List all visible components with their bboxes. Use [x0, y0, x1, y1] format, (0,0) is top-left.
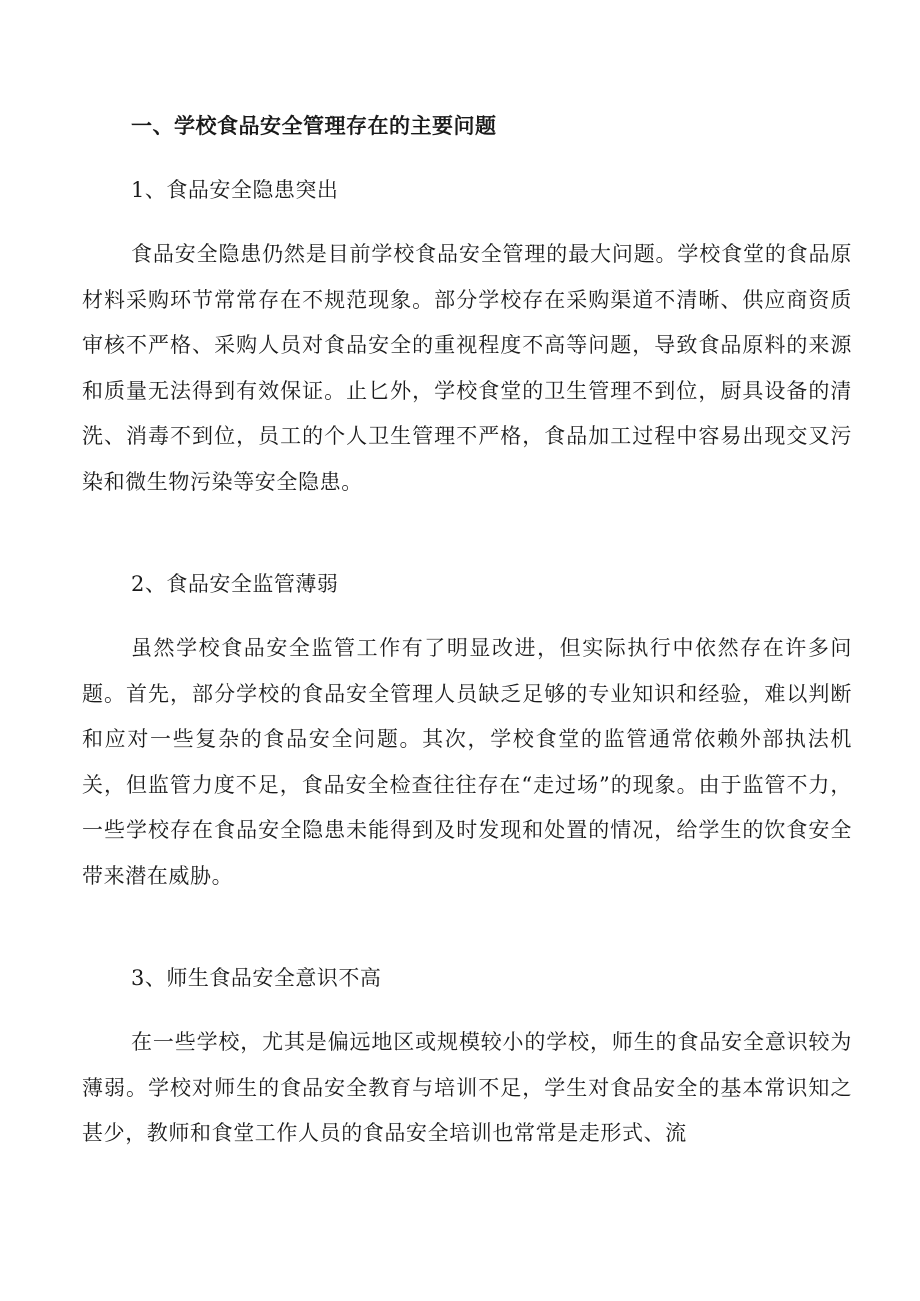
subsection-title-2: 2、食品安全监管薄弱 — [131, 572, 339, 596]
subsection-body-2: 虽然学校食品安全监管工作有了明显改进，但实际执行中依然存在许多问题。首先，部分学校的食品安全管理人员缺乏足够的专业知识和经验，难以判断和应对一些复杂的食品安全问题。其次，学校食堂的监管通常依赖外部执法机关，但监管力度不足，食品安全检查往往存在“走过场”的现象。由于监管不力，一些学校存在食品安全隐患未能得到及时发现和处置的情况，给学生的饮食安全带来潜在威胁。 — [82, 636, 852, 888]
section-heading: 一、学校食品安全管理存在的主要问题 — [131, 113, 497, 138]
subsection-title-3: 3、师生食品安全意识不高 — [131, 966, 382, 990]
subsection-body-3: 在一些学校，尤其是偏远地区或规模较小的学校，师生的食品安全意识较为薄弱。学校对师生的食品安全教育与培训不足，学生对食品安全的基本常识知之甚少，教师和食堂工作人员的食品安全培训也常常是走形式、流 — [82, 1030, 852, 1145]
subsection-body-1: 食品安全隐患仍然是目前学校食品安全管理的最大问题。学校食堂的食品原材料采购环节常常存在不规范现象。部分学校存在采购渠道不清晰、供应商资质审核不严格、采购人员对食品安全的重视程度不高等问题，导致食品原料的来源和质量无法得到有效保证。止匕外，学校食堂的卫生管理不到位，厨具设备的清洗、消毒不到位，员工的个人卫生管理不严格，食品加工过程中容易出现交叉污染和微生物污染等安全隐患。 — [82, 242, 852, 494]
subsection-title-1: 1、食品安全隐患突出 — [131, 178, 339, 202]
